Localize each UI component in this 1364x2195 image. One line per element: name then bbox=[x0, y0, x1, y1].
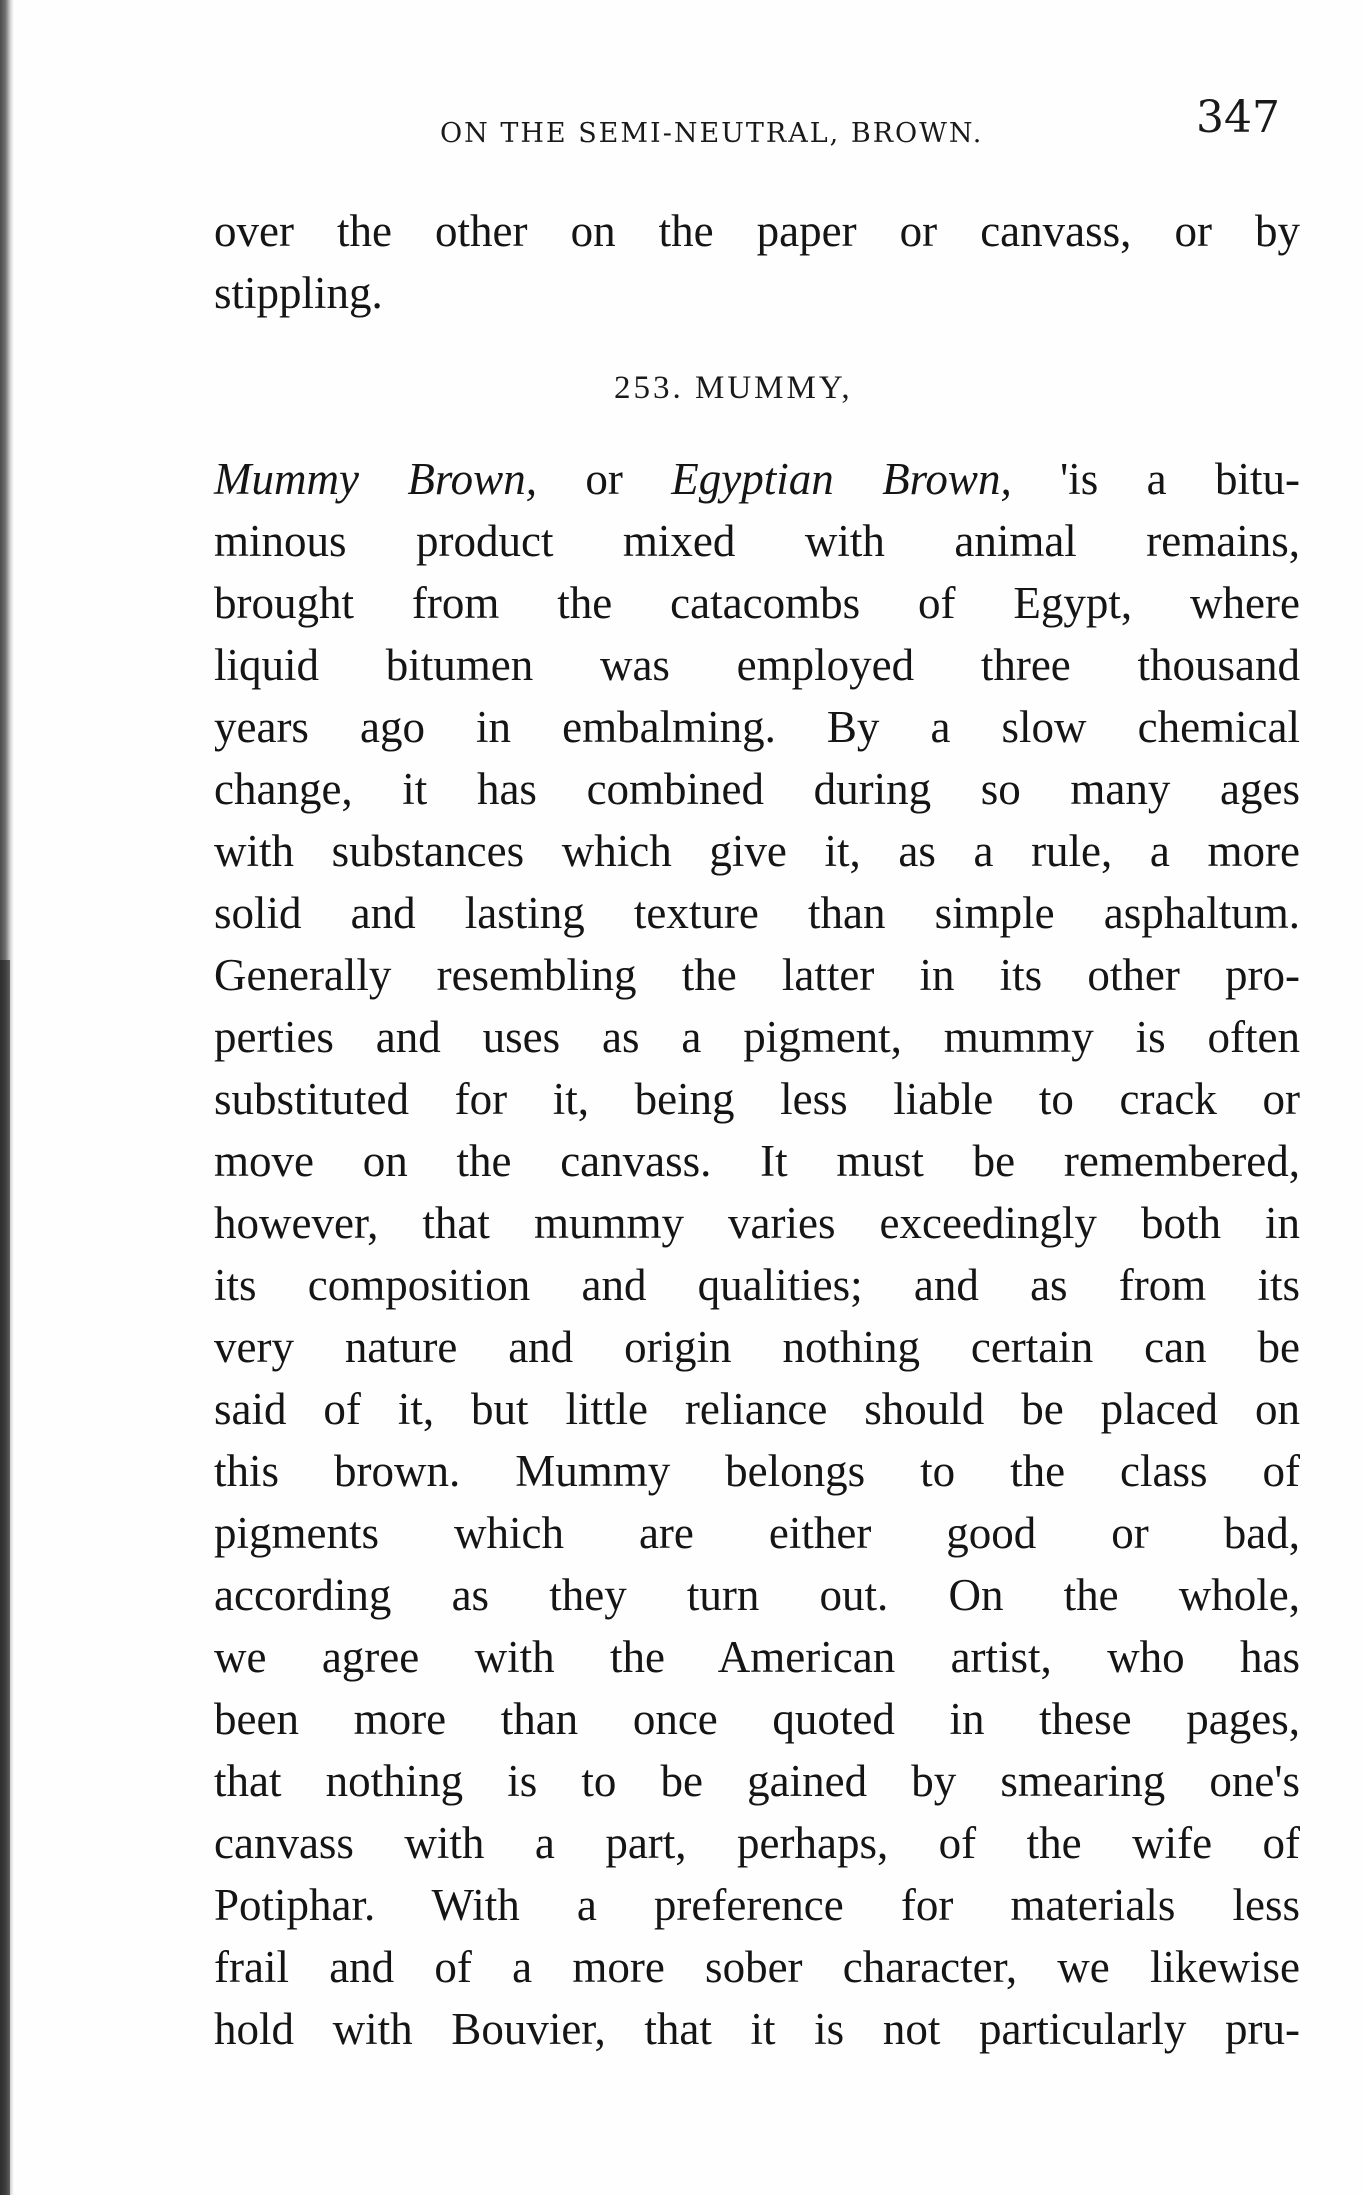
text-line: this brown. Mummy belongs to the class of bbox=[214, 1446, 1300, 1496]
text-line: frail and of a more sober character, we likewise bbox=[214, 1942, 1300, 1992]
text-line: move on the canvass. It must be remembered, bbox=[214, 1136, 1300, 1186]
text-line: that nothing is to be gained by smearing one's bbox=[214, 1756, 1300, 1806]
text-fragment: 'is a bitu- bbox=[1011, 454, 1300, 504]
text-line: Potiphar. With a preference for materials less bbox=[214, 1880, 1300, 1930]
text-line: hold with Bouvier, that it is not particularly pru- bbox=[214, 2004, 1300, 2054]
text-line: solid and lasting texture than simple asphaltum. bbox=[214, 888, 1300, 938]
text-line: change, it has combined during so many ages bbox=[214, 764, 1300, 814]
text-fragment: or bbox=[536, 454, 672, 504]
text-line: we agree with the American artist, who has bbox=[214, 1632, 1300, 1682]
text-line: liquid bitumen was employed three thousand bbox=[214, 640, 1300, 690]
continued-paragraph bbox=[214, 200, 1300, 324]
binding-shadow bbox=[0, 960, 10, 2195]
term-mummy-brown: Mummy Brown, bbox=[214, 454, 537, 504]
text-line: over the other on the paper or canvass, or by bbox=[214, 206, 1300, 256]
text-line: very nature and origin nothing certain can be bbox=[214, 1322, 1300, 1372]
page-number: 347 bbox=[1196, 92, 1280, 143]
term-egyptian-brown: Egyptian Brown, bbox=[671, 454, 1012, 504]
section-paragraph bbox=[214, 448, 1300, 2060]
text-line: its composition and qualities; and as from its bbox=[214, 1260, 1300, 1310]
text-line: said of it, but little reliance should be placed on bbox=[214, 1384, 1300, 1434]
section-heading: 253. MUMMY, bbox=[614, 370, 853, 406]
text-line: years ago in embalming. By a slow chemical bbox=[214, 702, 1300, 752]
text-line: minous product mixed with animal remains, bbox=[214, 516, 1300, 566]
text-line: stippling. bbox=[214, 268, 383, 318]
text-line: however, that mummy varies exceedingly both in bbox=[214, 1198, 1300, 1248]
text-line-first bbox=[214, 448, 1300, 510]
text-line: Generally resembling the latter in its other pro- bbox=[214, 950, 1300, 1000]
text-line: according as they turn out. On the whole, bbox=[214, 1570, 1300, 1620]
text-line: pigments which are either good or bad, bbox=[214, 1508, 1300, 1558]
text-line: canvass with a part, perhaps, of the wife of bbox=[214, 1818, 1300, 1868]
text-line: been more than once quoted in these pages, bbox=[214, 1694, 1300, 1744]
text-line: substituted for it, being less liable to crack or bbox=[214, 1074, 1300, 1124]
text-line: brought from the catacombs of Egypt, where bbox=[214, 578, 1300, 628]
text-line: perties and uses as a pigment, mummy is often bbox=[214, 1012, 1300, 1062]
running-head: ON THE SEMI-NEUTRAL, BROWN. bbox=[440, 118, 984, 149]
text-line: with substances which give it, as a rule, a more bbox=[214, 826, 1300, 876]
